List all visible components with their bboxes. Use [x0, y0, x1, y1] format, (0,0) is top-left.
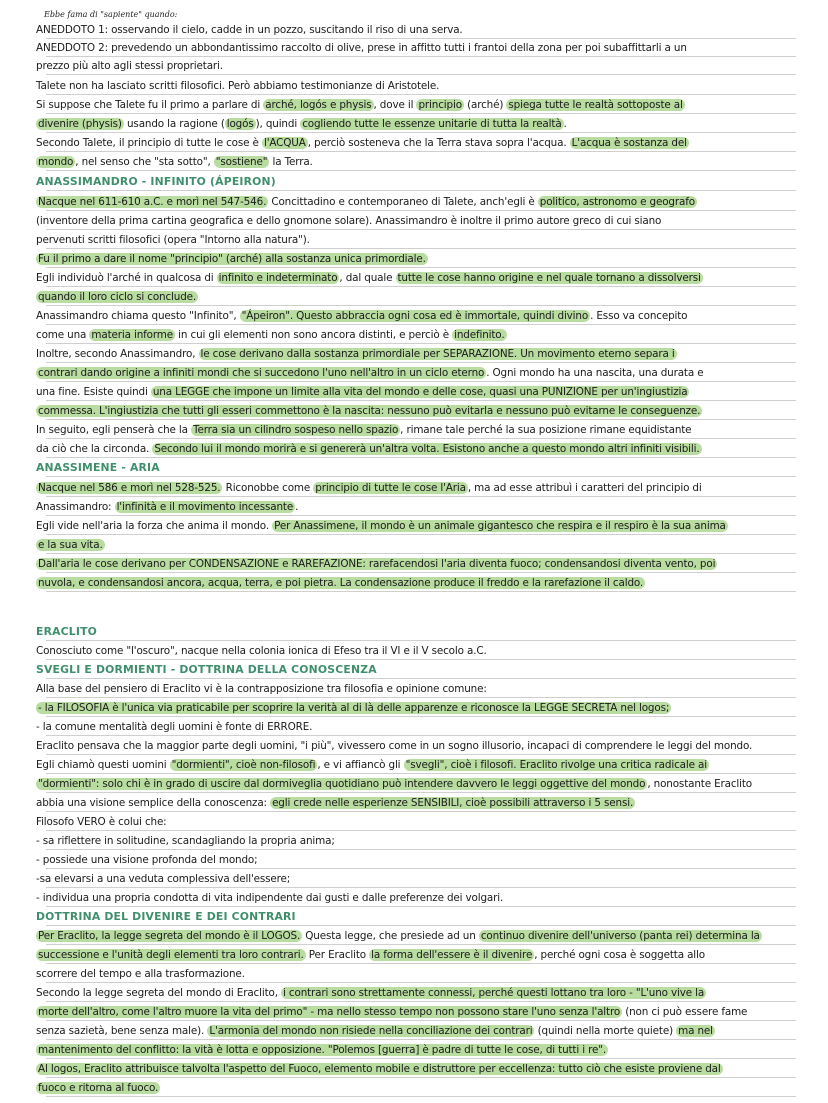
highlighted-text: - la FILOSOFIA è l'unica via praticabile per scoprire la verità al di là delle apparenze e riconosce la LEGGE SECRETA nel logos;: [38, 702, 670, 714]
text-line: [36, 756, 796, 774]
text-segment: in cui gli elementi non sono ancora distinti, e perciò è: [175, 329, 453, 341]
highlighted-text: ma nel: [678, 1025, 713, 1037]
text-line: [36, 193, 796, 211]
text-line: [36, 96, 796, 114]
text-line: [36, 889, 796, 907]
text-segment: ANASSIMENE - ARIA: [36, 461, 160, 474]
highlighted-text: l'infinità e il movimento incessante: [116, 501, 294, 513]
highlighted-text: contrari dando origine a infiniti mondi che si succedono l'uno nell'altro in un ciclo eterno: [38, 367, 485, 379]
text-segment: Filosofo VERO è colui che:: [36, 816, 167, 828]
highlighted-text: successione e l'unità degli elementi tra loro contrari.: [38, 949, 304, 961]
highlighted-text: "Ápeiron". Questo abbraccia ogni cosa ed è immortale, quindi divino: [241, 310, 589, 322]
text-line: [36, 288, 796, 306]
text-line: [36, 115, 796, 133]
highlighted-text: infinito e indeterminato: [218, 272, 338, 284]
text-segment: senza sazietà, bene senza male).: [36, 1025, 208, 1037]
text-segment: , nel senso che "sta sotto",: [75, 156, 214, 168]
text-line: [36, 574, 796, 592]
highlighted-text: "dormienti", cioè non-filosofi: [171, 759, 316, 771]
text-line: [36, 440, 796, 458]
highlighted-text: nuvola, e condensandosi ancora, acqua, terra, e poi pietra. La condensazione produce il freddo e la rarefazione il caldo.: [38, 577, 644, 589]
text-segment: , ma ad esse attribuì i caratteri del principio di: [467, 482, 702, 494]
text-line: [36, 737, 796, 755]
highlighted-text: materia informe: [91, 329, 174, 341]
highlighted-text: e la sua vita.: [38, 539, 103, 551]
text-segment: Egli individuò l'arché in qualcosa di: [36, 272, 217, 284]
text-segment: Riconobbe come: [222, 482, 314, 494]
text-segment: usando la ragione (: [123, 118, 225, 130]
text-segment: Secondo la legge segreta del mondo di Eraclito,: [36, 987, 282, 999]
text-segment: Secondo Talete, il principio di tutte le cose è: [36, 137, 262, 149]
text-line: [36, 307, 796, 325]
highlighted-text: indefinito.: [454, 329, 505, 341]
text-segment: , e vi affiancò gli: [317, 759, 404, 771]
text-segment: come una: [36, 329, 90, 341]
text-line: [36, 1003, 796, 1021]
text-segment: , perché ogni cosa è soggetta allo: [534, 949, 705, 961]
highlighted-text: l'ACQUA: [263, 137, 306, 149]
text-segment: , dal quale: [339, 272, 396, 284]
highlighted-text: una LEGGE che impone un limite alla vita del mondo e delle cose, quasi una PUNIZIONE per un'ingiustizia: [152, 386, 688, 398]
text-line: [36, 984, 796, 1002]
text-line: [36, 1041, 796, 1059]
highlighted-text: Secondo lui il mondo morirà e si genererà un'altra volta. Esistono anche a questo mondo altri infiniti visibili.: [154, 443, 700, 455]
text-segment: Eraclito pensava che la maggior parte degli uomini, "i più", vivessero come in un sogno illusorio, incapaci di comprendere le leggi del mondo.: [36, 740, 753, 752]
text-line: [36, 421, 796, 439]
highlighted-text: continuo divenire dell'universo (panta rei) determina la: [480, 930, 760, 942]
text-segment: Anassimandro chiama questo "Infinito",: [36, 310, 240, 322]
highlighted-text: mondo: [38, 156, 74, 168]
text-line: [36, 479, 796, 497]
text-segment: , dove il: [373, 99, 417, 111]
text-segment: Per Eraclito: [305, 949, 370, 961]
highlighted-text: Terra sia un cilindro sospeso nello spazio: [193, 424, 399, 436]
highlighted-text: cogliendo tutte le essenze unitarie di tutta la realtà: [302, 118, 562, 130]
text-segment: . Esso va concepito: [590, 310, 688, 322]
text-segment: Inoltre, secondo Anassimandro,: [36, 348, 199, 360]
text-line: [36, 21, 796, 39]
highlighted-text: spiega tutte le realtà sottoposte al: [508, 99, 683, 111]
text-segment: una fine. Esiste quindi: [36, 386, 151, 398]
highlighted-text: tutte le cose hanno origine e nel quale tornano a dissolversi: [397, 272, 701, 284]
highlighted-text: "svegli", cioè i filosofi. Eraclito rivolge una critica radicale ai: [405, 759, 707, 771]
section-heading: [36, 459, 796, 477]
text-segment: Si suppose che Talete fu il primo a parlare di: [36, 99, 264, 111]
text-line: [36, 965, 796, 983]
text-segment: (inventore della prima cartina geografica e dello gnomone solare). Anassimandro è inoltre il primo autore greco di cui siano: [36, 215, 662, 227]
highlighted-text: egli crede nelle esperienze SENSIBILI, cioè possibili attraverso i 5 sensi.: [272, 797, 634, 809]
highlighted-text: L'armonia del mondo non risiede nella conciliazione dei contrari: [209, 1025, 533, 1037]
text-line: [36, 383, 796, 401]
text-line: [36, 39, 796, 57]
text-line: [36, 775, 796, 793]
text-line: [36, 927, 796, 945]
text-segment: ANASSIMANDRO - INFINITO (ÁPEIRON): [36, 175, 276, 188]
text-segment: da ciò che la circonda.: [36, 443, 153, 455]
highlighted-text: Nacque nel 611-610 a.C. e morì nel 547-546.: [38, 196, 267, 208]
highlighted-text: principio di tutte le cose l'Aria: [315, 482, 466, 494]
text-line: [36, 269, 796, 287]
text-segment: Egli chiamò questi uomini: [36, 759, 170, 771]
highlighted-text: Per Eraclito, la legge segreta del mondo è il LOGOS.: [38, 930, 301, 942]
highlighted-text: mantenimento del conflitto: la vità è lotta e opposizione. "Polemos [guerra] è padre di tutte le cose, di tutti i re".: [38, 1044, 607, 1056]
text-segment: Questa legge, che presiede ad un: [302, 930, 479, 942]
text-line: [36, 555, 796, 573]
highlighted-text: i contrari sono strettamente connessi, perché questi lottano tra loro - "L'uno vive la: [283, 987, 705, 999]
highlighted-text: Dall'aria le cose derivano per CONDENSAZIONE e RAREFAZIONE: rarefacendosi l'aria diventa fuoco; condensandosi diventa vento, poi: [38, 558, 716, 570]
text-segment: Talete non ha lasciato scritti filosofici. Però abbiamo testimonianze di Aristotele.: [36, 80, 440, 92]
text-line: [36, 536, 796, 554]
text-line: [36, 77, 796, 95]
text-segment: (non ci può essere fame: [622, 1006, 748, 1018]
highlighted-text: commessa. L'ingiustizia che tutti gli esseri commettono è la nascita: nessuno può evitarla e nessuno può evitarne le conseguenze.: [38, 405, 701, 417]
text-line: [36, 794, 796, 812]
text-segment: , rimane tale perché la sua posizione rimane equidistante: [400, 424, 692, 436]
highlighted-text: la forma dell'essere è il divenire: [371, 949, 533, 961]
highlighted-text: le cose derivano dalla sostanza primordiale per SEPARAZIONE. Un movimento eterno separa i: [200, 348, 675, 360]
highlighted-text: L'acqua è sostanza del: [571, 137, 687, 149]
text-line: [36, 326, 796, 344]
highlighted-text: Fu il primo a dare il nome "principio" (arché) alla sostanza unica primordiale.: [38, 253, 426, 265]
highlighted-text: "sostiene": [215, 156, 268, 168]
section-heading: [36, 661, 796, 679]
text-segment: Egli vide nell'aria la forza che anima il mondo.: [36, 520, 273, 532]
text-segment: - sa riflettere in solitudine, scandagliando la propria anima;: [36, 835, 335, 847]
text-line: [36, 1060, 796, 1078]
intro-note: Ebbe fama di "sapiente" quando:: [44, 10, 178, 19]
highlighted-text: politico, astronomo e geografo: [539, 196, 695, 208]
text-line: [36, 517, 796, 535]
text-segment: Concittadino e contemporaneo di Talete, anch'egli è: [268, 196, 538, 208]
text-line: [36, 250, 796, 268]
text-line: [36, 345, 796, 363]
text-line: [36, 718, 796, 736]
text-segment: In seguito, egli penserà che la: [36, 424, 192, 436]
text-line: [36, 402, 796, 420]
text-line: [36, 1079, 796, 1097]
section-heading: [36, 173, 796, 191]
text-segment: scorrere del tempo e alla trasformazione.: [36, 968, 245, 980]
text-segment: , perciò sosteneva che la Terra stava sopra l'acqua.: [307, 137, 570, 149]
section-heading: [36, 908, 796, 926]
text-segment: (arché): [463, 99, 507, 111]
text-line: [36, 231, 796, 249]
text-line: [36, 1022, 796, 1040]
text-segment: abbia una visione semplice della conoscenza:: [36, 797, 271, 809]
text-segment: , nonostante Eraclito: [647, 778, 753, 790]
text-line: [36, 680, 796, 698]
text-segment: (quindi nella morte quiete): [534, 1025, 677, 1037]
highlighted-text: fuoco e ritorna al fuoco.: [38, 1082, 159, 1094]
text-segment: DOTTRINA DEL DIVENIRE E DEI CONTRARI: [36, 910, 296, 923]
highlighted-text: Per Anassimene, il mondo è un animale gigantesco che respira e il respiro è la sua anima: [274, 520, 726, 532]
highlighted-text: arché, logós e physis: [265, 99, 372, 111]
text-segment: .: [563, 118, 567, 130]
text-segment: ANEDDOTO 1: osservando il cielo, cadde in un pozzo, suscitando il riso di una serva.: [36, 24, 463, 36]
text-line: [36, 699, 796, 717]
text-segment: - possiede una visione profonda del mondo;: [36, 854, 258, 866]
highlighted-text: logós: [226, 118, 254, 130]
text-line: [36, 851, 796, 869]
text-segment: ANEDDOTO 2: prevedendo un abbondantissimo raccolto di olive, prese in affitto tutti i frantoi della zona per poi subaffittarli a un: [36, 42, 687, 54]
highlighted-text: "dormienti": solo chi è in grado di uscire dal dormiveglia quotidiano può intendere davvero le leggi oggettive del mondo: [38, 778, 646, 790]
highlighted-text: Nacque nel 586 e morì nel 528-525.: [38, 482, 221, 494]
text-line: [36, 642, 796, 660]
text-segment: prezzo più alto agli stessi proprietari.: [36, 60, 223, 72]
text-segment: pervenuti scritti filosofici (opera "Intorno alla natura").: [36, 234, 310, 246]
text-segment: - la comune mentalità degli uomini è fonte di ERRORE.: [36, 721, 313, 733]
text-line: [36, 57, 796, 75]
text-line: [36, 212, 796, 230]
text-segment: - individua una propria condotta di vita indipendente dai gusti e dalle preferenze dei volgari.: [36, 892, 504, 904]
text-segment: Anassimandro:: [36, 501, 115, 513]
text-segment: la Terra.: [269, 156, 313, 168]
text-line: [36, 832, 796, 850]
text-line: [36, 364, 796, 382]
text-segment: SVEGLI E DORMIENTI - DOTTRINA DELLA CONOSCENZA: [36, 663, 377, 676]
text-line: [36, 946, 796, 964]
highlighted-text: Al logos, Eraclito attribuisce talvolta l'aspetto del Fuoco, elemento mobile e distruttore per eccellenza: tutto ciò che esiste proviene dal: [38, 1063, 721, 1075]
highlighted-text: divenire (physis): [38, 118, 122, 130]
highlighted-text: principio: [418, 99, 462, 111]
text-line: [36, 134, 796, 152]
text-line: [36, 813, 796, 831]
text-line: [36, 870, 796, 888]
text-segment: . Ogni mondo ha una nascita, una durata e: [486, 367, 704, 379]
highlighted-text: morte dell'altro, come l'altro muore la vita del primo" - ma nello stesso tempo non possono stare l'uno senza l'altro: [38, 1006, 621, 1018]
text-segment: ), quindi: [255, 118, 301, 130]
highlighted-text: quando il loro ciclo si conclude.: [38, 291, 197, 303]
text-segment: ERACLITO: [36, 625, 98, 638]
text-segment: .: [295, 501, 299, 513]
text-segment: Conosciuto come "l'oscuro", nacque nella colonia ionica di Efeso tra il VI e il V secolo a.C.: [36, 645, 487, 657]
text-line: [36, 153, 796, 171]
section-heading: [36, 623, 796, 641]
text-segment: -sa elevarsi a una veduta complessiva dell'essere;: [36, 873, 291, 885]
text-segment: Alla base del pensiero di Eraclito vi è la contrapposizione tra filosofia e opinione comune:: [36, 683, 487, 695]
text-line: [36, 498, 796, 516]
